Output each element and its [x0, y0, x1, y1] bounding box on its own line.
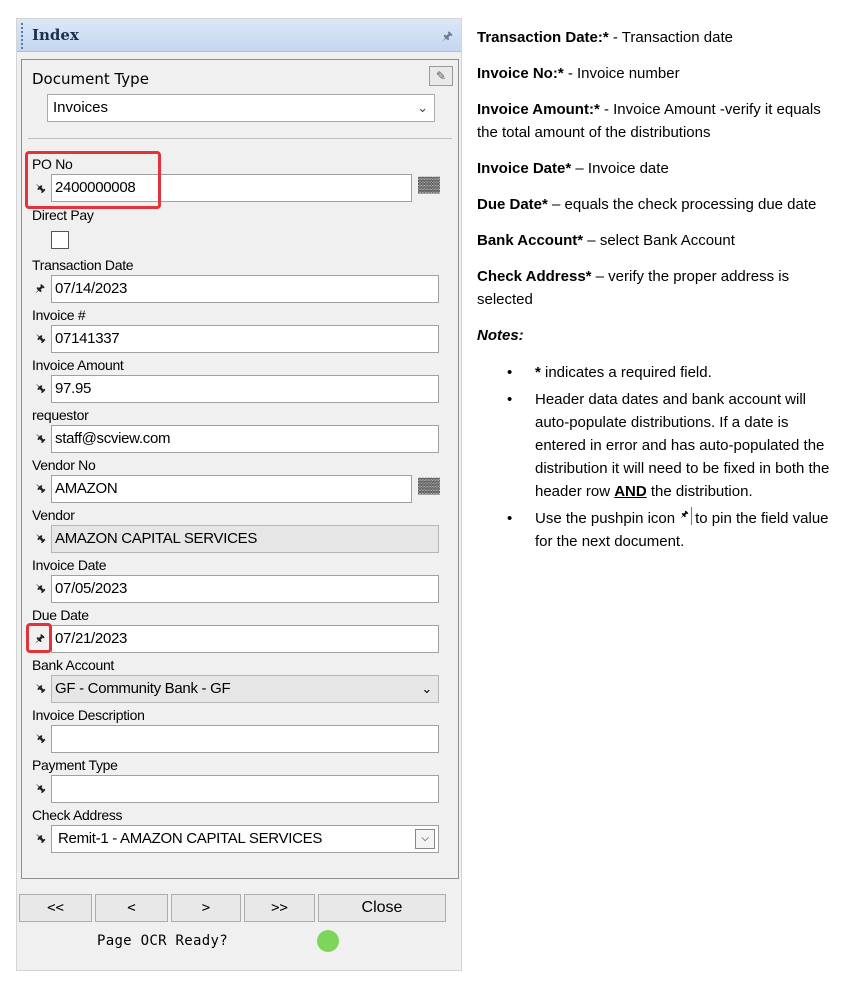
highlight-box	[25, 151, 161, 209]
direct-pay-label: Direct Pay	[32, 207, 94, 223]
pin-icon[interactable]: 🖈︎	[34, 833, 47, 844]
next-page-button[interactable]: >	[171, 894, 241, 922]
notes-heading: Notes:	[477, 327, 524, 344]
bullet-text: Use the pushpin icon	[535, 510, 676, 527]
due-date-label: Due Date	[32, 607, 89, 623]
emphasis-and: AND	[614, 483, 647, 500]
field-notes	[477, 26, 839, 557]
close-button[interactable]: Close	[318, 894, 446, 922]
ocr-status-label: Page OCR Ready?	[97, 933, 228, 949]
invoice-date-field[interactable]: 07/05/2023	[51, 575, 439, 603]
ocr-status-indicator	[317, 930, 339, 952]
bullet-text: Header data dates and bank account will auto-populate distributions. If a date is entered in error and has auto-populated the distribution it will need to be fixed in both the header row	[535, 391, 830, 500]
last-page-button[interactable]: >>	[244, 894, 315, 922]
list-item	[477, 507, 839, 553]
transaction-date-label: Transaction Date	[32, 257, 134, 273]
bullet-text: to pin the field value for the next document.	[535, 510, 829, 550]
divider	[28, 138, 452, 139]
pin-icon[interactable]: 🖈︎	[34, 283, 46, 295]
note-desc: – equals the check processing due date	[547, 196, 817, 213]
pushpin-icon: 🖈︎	[678, 507, 692, 525]
transaction-date-field[interactable]: 07/14/2023	[51, 275, 439, 303]
bank-account-select[interactable]	[51, 675, 439, 703]
document-type-value: Invoices	[53, 99, 109, 116]
highlight-box	[26, 623, 52, 653]
pin-icon[interactable]: 🖈︎	[34, 583, 47, 594]
notes-list	[477, 361, 839, 553]
bank-account-value: GF - Community Bank - GF	[55, 680, 231, 697]
note-desc: - Invoice number	[563, 65, 680, 82]
panel-pin-icon[interactable]: 🖈︎	[441, 29, 453, 43]
note-invoice-date	[477, 157, 839, 180]
document-type-select[interactable]	[47, 94, 435, 122]
pin-icon[interactable]: 🖈︎	[34, 333, 47, 344]
invoice-description-label: Invoice Description	[32, 707, 145, 723]
lookup-binoculars-icon[interactable]: ▓▓	[418, 176, 440, 193]
invoice-no-label: Invoice #	[32, 307, 86, 323]
note-term: Invoice Amount:*	[477, 101, 600, 118]
vendor-field: AMAZON CAPITAL SERVICES	[51, 525, 439, 553]
invoice-description-field[interactable]	[51, 725, 439, 753]
chevron-down-icon: ⌄	[417, 100, 428, 115]
note-bank-account	[477, 229, 839, 252]
bullet-text: the distribution.	[646, 483, 753, 500]
pin-icon[interactable]: 🖈︎	[34, 183, 47, 194]
note-invoice-no	[477, 62, 839, 85]
pin-icon[interactable]: 🖈︎	[34, 683, 47, 694]
due-date-field[interactable]: 07/21/2023	[51, 625, 439, 653]
lookup-binoculars-icon[interactable]: ▓▓	[418, 477, 440, 494]
payment-type-field[interactable]	[51, 775, 439, 803]
po-no-label: PO No	[32, 156, 73, 172]
invoice-amount-label: Invoice Amount	[32, 357, 124, 373]
invoice-date-label: Invoice Date	[32, 557, 107, 573]
pin-icon[interactable]: 🖈︎	[34, 483, 47, 494]
note-term: Invoice No:*	[477, 65, 564, 82]
index-panel	[16, 18, 462, 971]
note-desc: – select Bank Account	[583, 232, 735, 249]
first-page-button[interactable]: <<	[19, 894, 92, 922]
note-due-date	[477, 193, 839, 216]
bank-account-label: Bank Account	[32, 657, 115, 673]
panel-header	[17, 19, 461, 52]
check-address-value: Remit-1 - AMAZON CAPITAL SERVICES	[58, 830, 323, 847]
vendor-label: Vendor	[32, 507, 75, 523]
previous-page-button[interactable]: <	[95, 894, 168, 922]
direct-pay-checkbox[interactable]	[51, 231, 69, 249]
chevron-down-icon[interactable]: ⌵	[415, 829, 435, 849]
pin-icon[interactable]: 🖈︎	[34, 783, 47, 794]
po-no-field[interactable]: 2400000008	[51, 174, 412, 202]
note-term: Check Address*	[477, 268, 592, 285]
pin-icon[interactable]: 🖈︎	[34, 533, 47, 544]
note-desc: - Transaction date	[608, 29, 733, 46]
pin-icon[interactable]: 🖈︎	[34, 633, 46, 645]
note-desc: – Invoice date	[571, 160, 669, 177]
requestor-label: requestor	[32, 407, 89, 423]
note-desc: – verify the proper address is selected	[477, 268, 790, 308]
check-address-select[interactable]	[51, 825, 439, 853]
edit-tool-button[interactable]: ✎	[429, 66, 453, 86]
list-item	[477, 388, 839, 503]
requestor-field[interactable]: staff@scview.com	[51, 425, 439, 453]
note-term: Due Date*	[477, 196, 548, 213]
required-star: *	[535, 364, 541, 381]
bullet-text: indicates a required field.	[540, 364, 712, 381]
invoice-amount-field[interactable]: 97.95	[51, 375, 439, 403]
pin-icon[interactable]: 🖈︎	[34, 383, 47, 394]
list-item	[477, 361, 839, 384]
chevron-down-icon: ⌄	[421, 681, 432, 696]
pin-icon[interactable]: 🖈︎	[34, 433, 47, 444]
check-address-label: Check Address	[32, 807, 123, 823]
panel-title: Index	[32, 26, 79, 44]
note-term: Transaction Date:*	[477, 29, 609, 46]
note-transaction-date	[477, 26, 839, 49]
note-term: Invoice Date*	[477, 160, 572, 177]
note-term: Bank Account*	[477, 232, 584, 249]
vendor-no-label: Vendor No	[32, 457, 96, 473]
note-check-address	[477, 265, 839, 311]
pin-icon[interactable]: 🖈︎	[34, 733, 47, 744]
document-type-label: Document Type	[32, 70, 149, 88]
drag-grip-icon[interactable]	[21, 23, 24, 49]
index-form	[21, 59, 459, 879]
invoice-no-field[interactable]: 07141337	[51, 325, 439, 353]
vendor-no-field[interactable]: AMAZON	[51, 475, 412, 503]
note-desc: - Invoice Amount -verify it equals the total amount of the distributions	[477, 101, 821, 141]
note-invoice-amount	[477, 98, 839, 144]
payment-type-label: Payment Type	[32, 757, 118, 773]
